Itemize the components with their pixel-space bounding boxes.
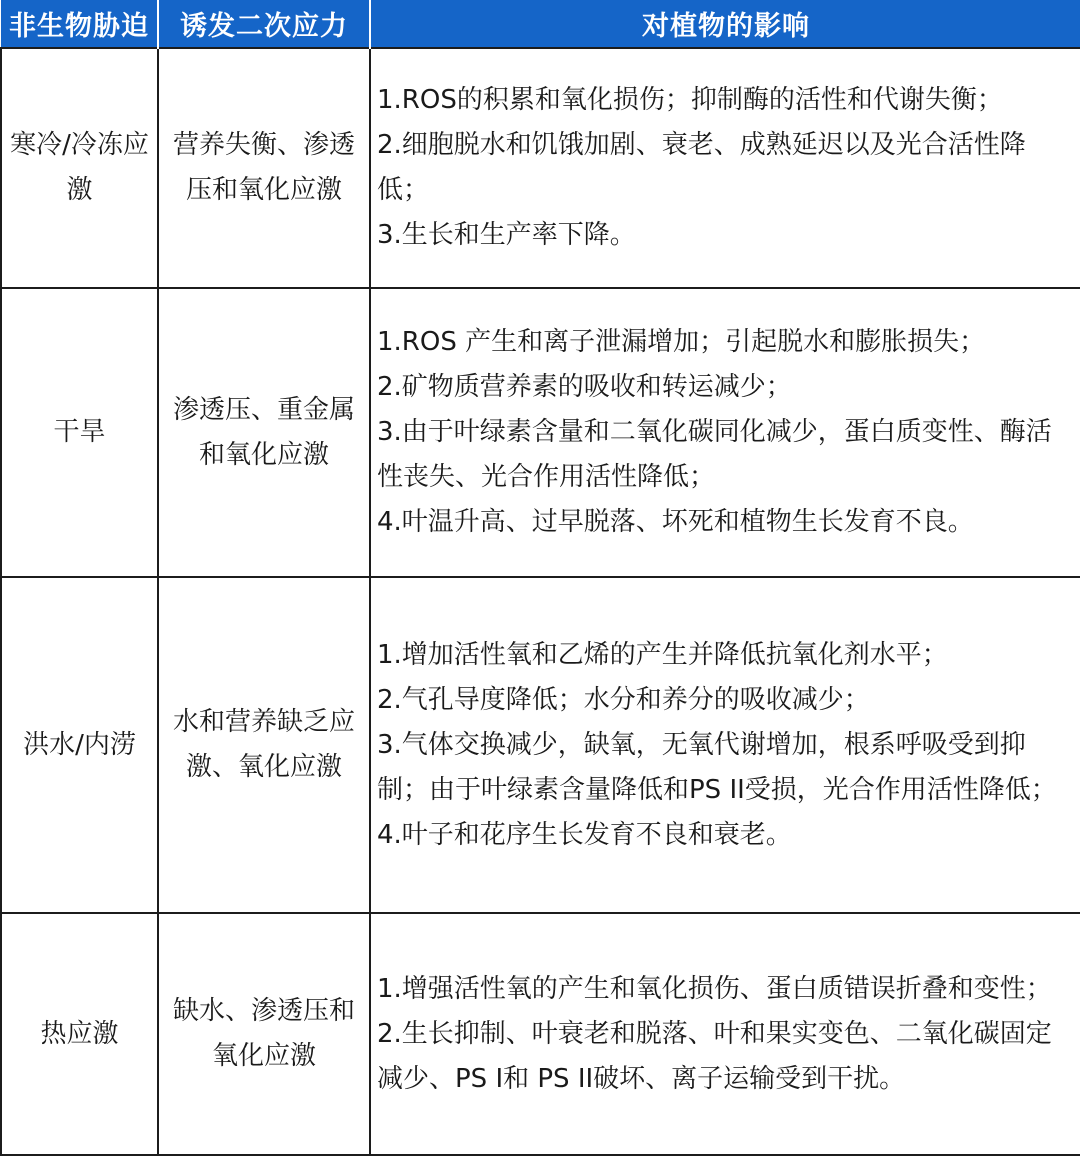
effects-cell <box>370 577 1080 913</box>
header-row <box>1 0 1080 48</box>
stress-cell: 热应激 <box>1 913 158 1155</box>
effects-cell <box>370 288 1080 577</box>
effect-item: 2.细胞脱水和饥饿加剧、衰老、成熟延迟以及光合活性降低； <box>377 130 1026 205</box>
stress-cell: 寒冷/冷冻应激 <box>1 48 158 288</box>
effect-item: 4.叶子和花序生长发育不良和衰老。 <box>377 819 792 850</box>
header-secondary-stress: 诱发二次应力 <box>158 0 370 48</box>
effect-item: 2.生长抑制、叶衰老和脱落、叶和果实变色、二氧化碳固定减少、PS I和 PS II破坏、离子运输受到干扰。 <box>377 1018 1052 1094</box>
effect-item: 1.ROS的积累和氧化损伤；抑制酶的活性和代谢失衡； <box>377 85 1003 115</box>
effect-item: 1.增强活性氧的产生和氧化损伤、蛋白质错误折叠和变性； <box>377 973 1052 1004</box>
effect-item: 3.由于叶绿素含量和二氧化碳同化减少，蛋白质变性、酶活性丧失、光合作用活性降低； <box>377 417 1052 492</box>
table-row <box>1 577 1080 913</box>
stress-cell: 干旱 <box>1 288 158 577</box>
effect-item: 4.叶温升高、过早脱落、坏死和植物生长发育不良。 <box>377 507 974 537</box>
table-row <box>1 913 1080 1155</box>
effect-item: 1.ROS 产生和离子泄漏增加；引起脱水和膨胀损失； <box>377 327 986 357</box>
effects-cell <box>370 913 1080 1155</box>
secondary-stress-cell: 营养失衡、渗透压和氧化应激 <box>158 48 370 288</box>
secondary-stress-cell: 渗透压、重金属和氧化应激 <box>158 288 370 577</box>
effect-item: 2.矿物质营养素的吸收和转运减少； <box>377 372 792 402</box>
table-row <box>1 48 1080 288</box>
table-body <box>1 48 1080 1155</box>
table-header <box>1 0 1080 48</box>
header-abiotic-stress: 非生物胁迫 <box>1 0 158 48</box>
stress-cell: 洪水/内涝 <box>1 577 158 913</box>
header-effects-on-plants: 对植物的影响 <box>370 0 1080 48</box>
secondary-stress-cell: 水和营养缺乏应激、氧化应激 <box>158 577 370 913</box>
effects-cell <box>370 48 1080 288</box>
effect-item: 3.气体交换减少，缺氧，无氧代谢增加，根系呼吸受到抑制；由于叶绿素含量降低和PS II受损，光合作用活性降低； <box>377 729 1057 805</box>
effect-item: 2.气孔导度降低；水分和养分的吸收减少； <box>377 684 870 715</box>
table-row <box>1 288 1080 577</box>
effect-item: 1.增加活性氧和乙烯的产生并降低抗氧化剂水平； <box>377 639 948 670</box>
effect-item: 3.生长和生产率下降。 <box>377 220 636 250</box>
secondary-stress-cell: 缺水、渗透压和氧化应激 <box>158 913 370 1155</box>
